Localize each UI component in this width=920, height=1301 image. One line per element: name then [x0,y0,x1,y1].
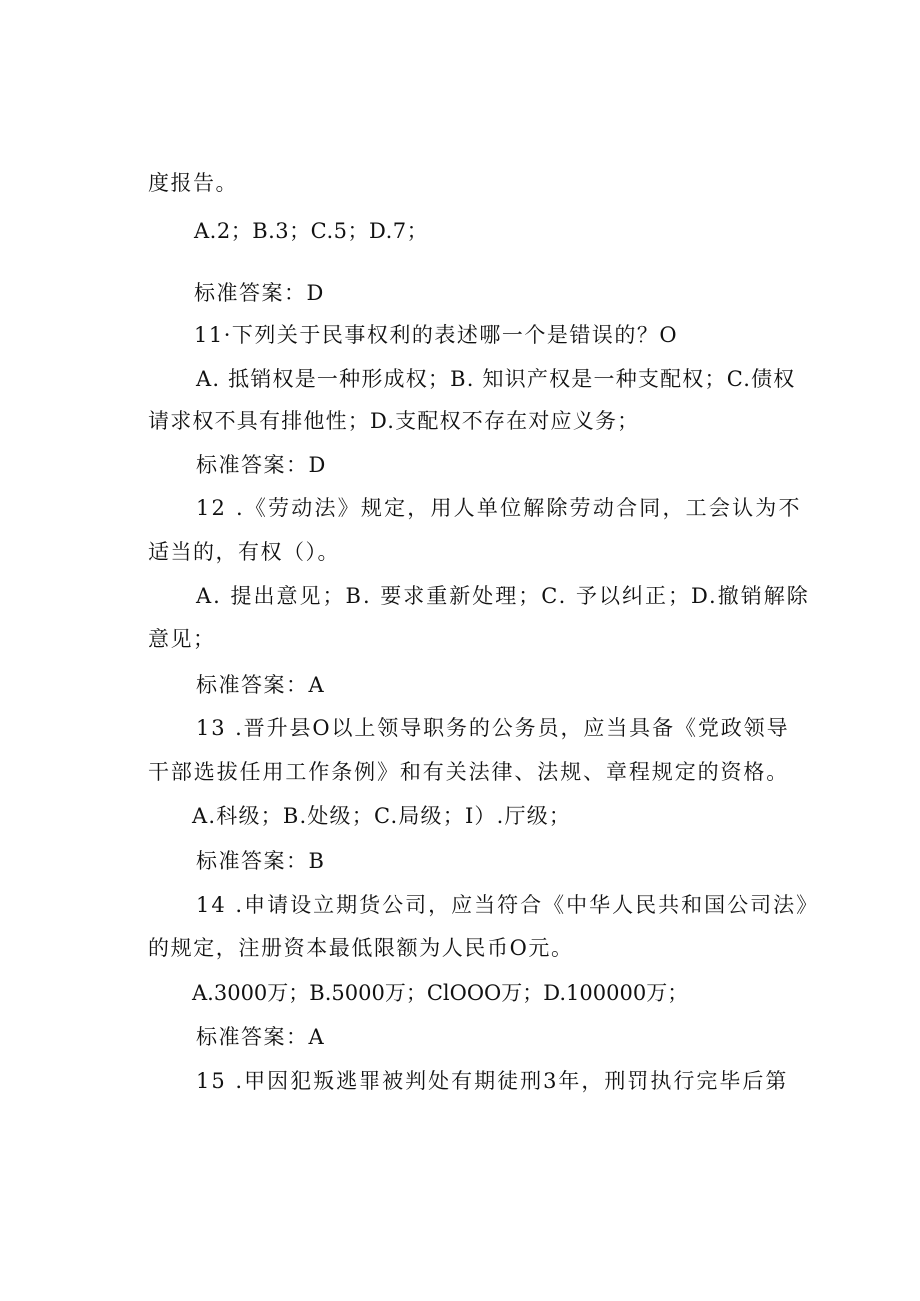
question-13-answer: 标准答案：B [196,849,326,873]
question-13-stem-line-2: 干部选拔任用工作条例》和有关法律、法规、章程规定的资格。 [148,760,790,784]
question-12-options-line-2: 意见； [148,627,216,651]
question-14-stem-line-2: 的规定，注册资本最低限额为人民币O元。 [148,936,574,960]
question-14-stem-line-1: 14 .申请设立期货公司，应当符合《中华人民共和国公司法》 [196,893,820,917]
question-10-answer: 标准答案：D [194,281,325,305]
question-11-options-line-2: 请求权不具有排他性；D.支配权不存在对应义务； [148,409,640,433]
question-11-answer: 标准答案：D [196,453,327,477]
question-10-continuation: 度报告。 [148,171,238,195]
question-15-stem-line-1: 15 .甲因犯叛逃罪被判处有期徒刑3年，刑罚执行完毕后第 [196,1069,789,1093]
question-13-stem-line-1: 13 .晋升县O以上领导职务的公务员，应当具备《党政领导 [196,716,790,740]
question-13-options: A.科级；B.处级；C.局级；I）.厅级； [192,804,572,828]
question-10-options: A.2；B.3；C.5；D.7； [194,219,429,243]
question-14-answer: 标准答案：A [196,1025,326,1049]
question-12-options-line-1: A. 提出意见；B. 要求重新处理；C. 予以纠正；D.撤销解除 [196,584,810,608]
question-11-stem: 11·下列关于民事权利的表述哪一个是错误的？O [194,323,679,347]
question-11-options-line-1: A. 抵销权是一种形成权；B. 知识产权是一种支配权；C.债权 [196,367,796,391]
question-12-stem-line-2: 适当的，有权（）。 [148,540,340,564]
question-12-answer: 标准答案：A [196,673,326,697]
question-14-options: A.3000万；B.5000万；ClOOO万；D.100000万； [192,981,689,1005]
question-12-stem-line-1: 12 .《劳动法》规定，用人单位解除劳动合同，工会认为不 [196,496,802,520]
